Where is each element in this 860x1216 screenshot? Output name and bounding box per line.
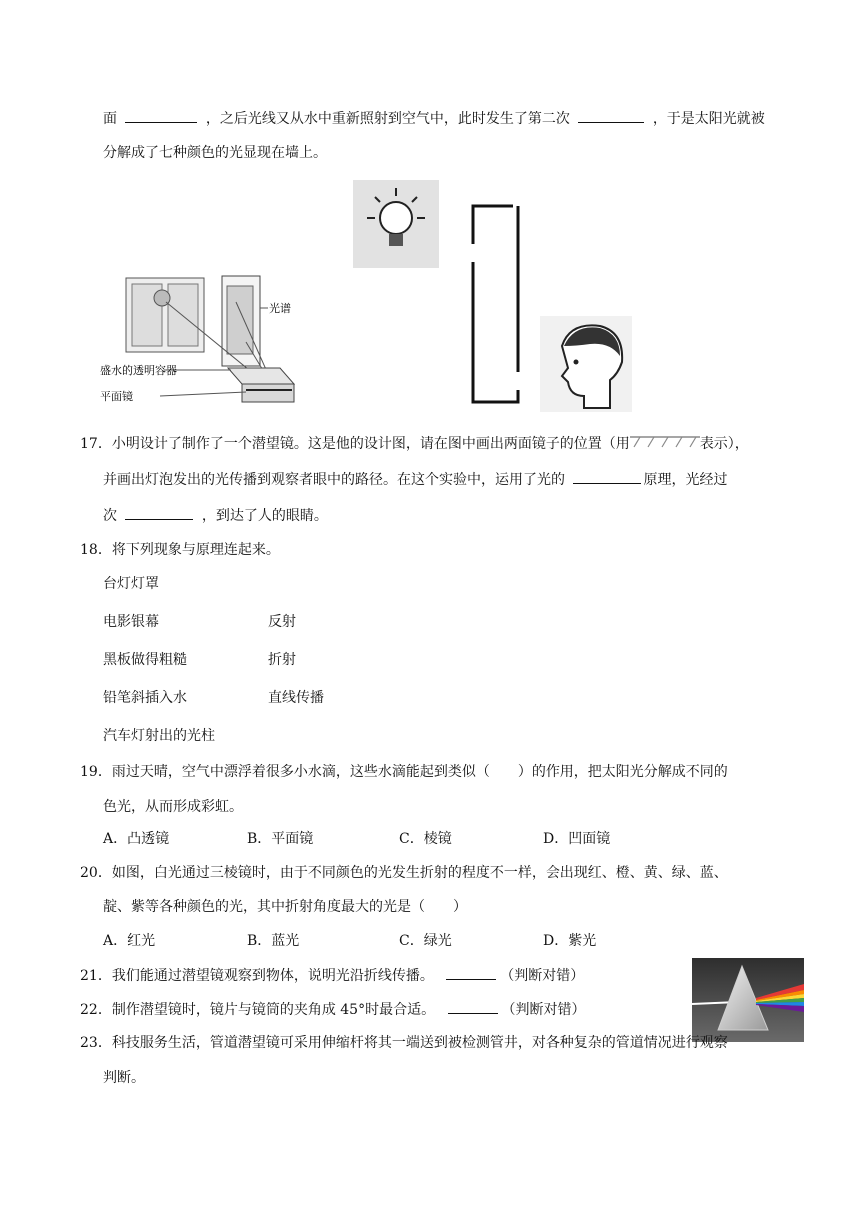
q23-line-1: 23．科技服务生活，管道潜望镜可采用伸缩杆将其一端送到被检测管井，对各种复杂的管道情况进行观察 (80, 1035, 728, 1051)
q19-option-a[interactable]: A．凸透镜 (103, 831, 170, 847)
mirror-label-leader (160, 392, 246, 396)
q19-line-2: 色光，从而形成彩虹。 (103, 799, 243, 815)
q17-blank-2[interactable] (125, 505, 193, 520)
spectrum-experiment-figure (96, 272, 306, 414)
q18-left-5[interactable]: 汽车灯射出的光柱 (103, 728, 215, 744)
q20-option-a[interactable]: A．红光 (103, 933, 156, 949)
q17-line-2 (103, 469, 727, 490)
q22-blank[interactable] (448, 999, 498, 1014)
q18-right-3[interactable]: 直线传播 (268, 690, 324, 706)
q16-blank-1[interactable] (125, 108, 197, 123)
q18-right-1[interactable]: 反射 (268, 614, 296, 630)
q17-text-d: 原理，光经过 (643, 472, 728, 488)
q16-text-b: ，之后光线又从水中重新照射到空气中，此时发生了第二次 (205, 111, 570, 127)
q22-line (80, 999, 586, 1020)
q20-option-d[interactable]: D．紫光 (543, 933, 597, 949)
q20-option-c[interactable]: C．绿光 (399, 933, 452, 949)
q17-text-b: 表示）， (699, 436, 749, 452)
q17-line-1 (80, 434, 749, 454)
observer-head-figure (540, 316, 632, 412)
q16-text-c: ，于是太阳光就被 (652, 111, 765, 127)
q18-left-4[interactable]: 铅笔斜插入水 (103, 690, 187, 706)
observer-eye (574, 360, 579, 365)
q16-blank-2[interactable] (578, 108, 644, 123)
q19-line-1: 19．雨过天晴，空气中漂浮着很多小水滴，这些水滴能起到类似（ ）的作用，把太阳光分解成不同的 (80, 764, 728, 780)
q19-option-c[interactable]: C．棱镜 (399, 831, 452, 847)
q21-suffix: （判断对错） (500, 968, 585, 984)
container-body (242, 384, 294, 402)
tube-bottom-edge (473, 262, 518, 402)
q22-suffix: （判断对错） (501, 1002, 586, 1018)
q18-left-1[interactable]: 台灯灯罩 (103, 576, 159, 592)
q21-text: 21．我们能通过潜望镜观察到物体，说明光沿折线传播。 (80, 968, 434, 984)
q19-option-d[interactable]: D．凹面镜 (543, 831, 611, 847)
q23-line-2: 判断。 (103, 1070, 145, 1086)
q19-option-b[interactable]: B．平面镜 (247, 831, 314, 847)
q21-blank[interactable] (446, 965, 496, 980)
q18-stem: 18．将下列现象与原理连起来。 (80, 542, 280, 558)
q16-text-a: 面 (103, 111, 117, 127)
light-bulb-figure (353, 180, 439, 268)
label-container: 盛水的透明容器 (100, 364, 177, 377)
q17-line-3 (103, 505, 328, 526)
bulb-icon (380, 202, 412, 234)
q17-text-c: 并画出灯泡发出的光传播到观察者眼中的路径。在这个实验中，运用了光的 (103, 472, 565, 488)
q16-line-2: 分解成了七种颜色的光显现在墙上。 (103, 145, 327, 161)
mirror-symbol-icon (630, 435, 700, 449)
q18-left-2[interactable]: 电影银幕 (103, 614, 159, 630)
periscope-tube-figure (455, 200, 535, 406)
q22-text: 22．制作潜望镜时，镜片与镜筒的夹角成 45°时最合适。 (80, 1002, 436, 1018)
q17-text-e: 次 (103, 508, 117, 524)
q16-line-1 (103, 108, 765, 129)
q17-text-f: ，到达了人的眼睛。 (201, 508, 328, 524)
q17-blank-1[interactable] (573, 469, 641, 484)
label-spectrum: 光谱 (269, 302, 291, 315)
q18-left-3[interactable]: 黑板做得粗糙 (103, 652, 187, 668)
q21-line (80, 965, 584, 986)
label-mirror: 平面镜 (100, 390, 133, 403)
q18-right-2[interactable]: 折射 (268, 652, 296, 668)
prism-figure (692, 958, 804, 1042)
window-right-pane (168, 284, 198, 346)
tube-top-edge (473, 206, 513, 244)
q20-line-2: 靛、紫等各种颜色的光，其中折射角度最大的光是（ ） (103, 899, 467, 915)
spectrum-band (227, 286, 253, 354)
bulb-base (389, 234, 403, 246)
q20-line-1: 20．如图，白光通过三棱镜时，由于不同颜色的光发生折射的程度不一样，会出现红、橙、黄、绿、蓝、 (80, 865, 728, 881)
q17-text-a: 17．小明设计了制作了一个潜望镜。这是他的设计图，请在图中画出两面镜子的位置（用 (80, 436, 630, 452)
water-container (228, 368, 294, 384)
q20-option-b[interactable]: B．蓝光 (247, 933, 300, 949)
